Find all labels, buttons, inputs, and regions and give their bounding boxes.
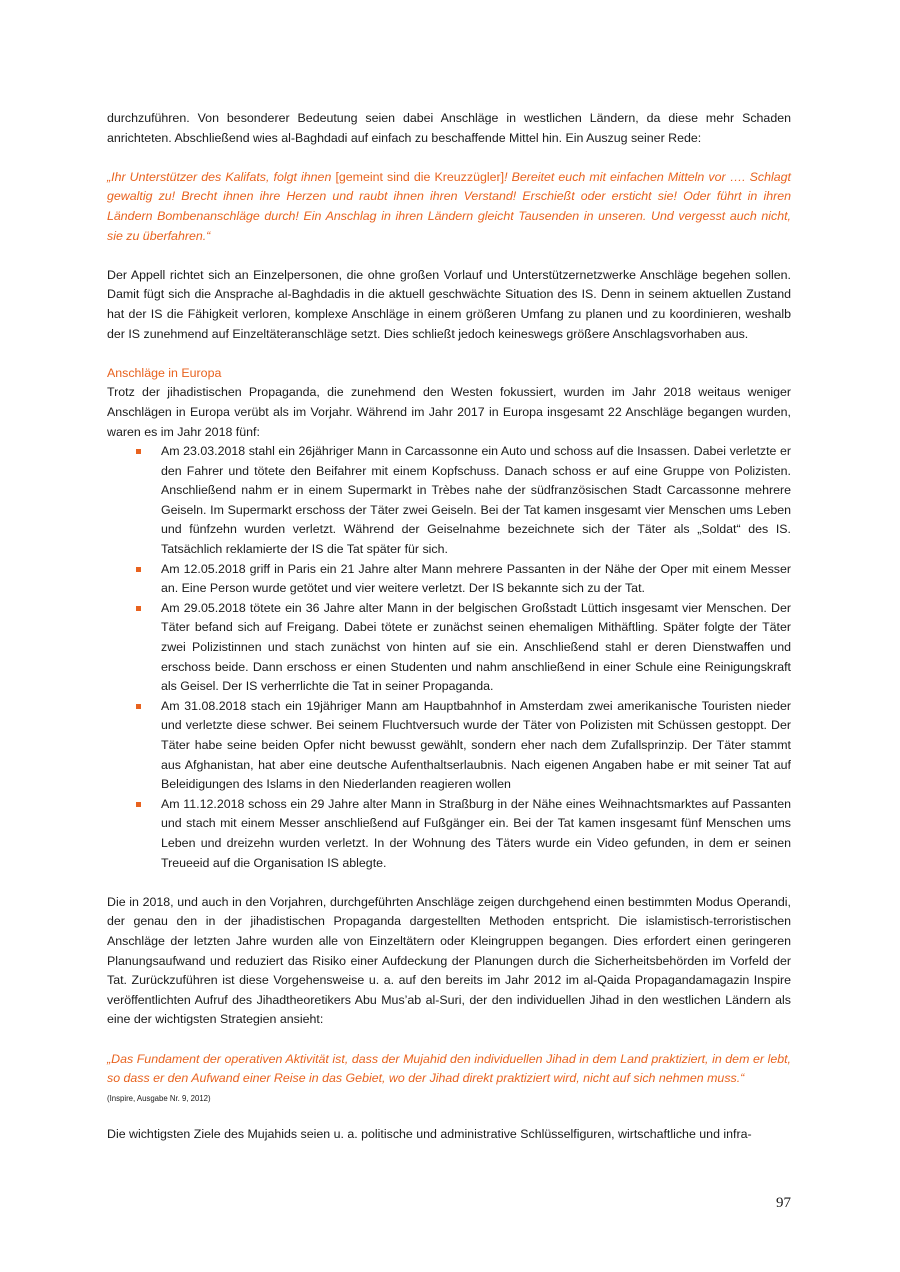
quote-inspire: „Das Fundament der operativen Aktivität ist, dass der Mujahid den individuellen Jihad in dem Land praktiziert, in dem er lebt, so dass er den Aufwand einer Reise in das Gebiet, wo der Jihad direkt praktiziert wird, nicht auf sich nehmen muss.“ [107, 1051, 791, 1086]
list-item-text: Am 31.08.2018 stach ein 19jähriger Mann am Hauptbahnhof in Amsterdam zwei amerikanische Touristen nieder und verletzte diese schwer. Bei seinem Fluchtversuch wurde der Täter von Polizisten mit Schüssen gestoppt. Der Täter habe seine beiden Opfer nicht bewusst gewählt, sondern eher nach dem Zufallsprinzip. Der Täter stammt aus Afghanistan, hat aber eine deutsche Aufenthaltserlaubnis. Nach eigenen Angaben habe er mit seiner Tat auf Beleidigungen des Islams in den Niederlanden reagieren wollen [161, 698, 791, 792]
paragraph-intro: durchzuführen. Von besonderer Bedeutung seien dabei Anschläge in westlichen Ländern, da diese mehr Schaden anrichteten. Abschließend wies al-Baghdadi auf einfach zu beschaffende Mittel hin. Ein Auszug seiner Rede: [107, 111, 791, 145]
page-body [107, 109, 791, 1145]
paragraph-appeal: Der Appell richtet sich an Einzelpersonen, die ohne großen Vorlauf und Unterstützernetzwerke Anschläge begehen sollen. Damit fügt sich die Ansprache al-Baghdadis in die aktuell geschwächte Situation des IS. Denn in seinem aktuellen Zustand hat der IS die Fähigkeit verloren, komplexe Anschläge in einem größeren Umfang zu planen und zu koordinieren, weshalb der IS zunehmend auf Einzeltäteranschläge setzt. Dies schließt jedoch keineswegs größere Anschlagsvorhaben aus. [107, 267, 791, 341]
list-item [107, 697, 791, 795]
quote-baghdadi [107, 168, 791, 246]
section-heading: Anschläge in Europa [107, 365, 222, 380]
list-item [107, 560, 791, 599]
paragraph-modus-operandi: Die in 2018, und auch in den Vorjahren, durchgeführten Anschläge zeigen durchgehend einen bestimmten Modus Operandi, der genau den in der jihadistischen Propaganda dargestellten Methoden entspricht. Die islamistisch-terroristischen Anschläge der letzten Jahre wurden alle von Einzeltätern oder Kleingruppen begangen. Dies erfordert einen geringeren Planungsaufwand und reduziert das Risiko einer Aufdeckung der Planungen durch die Sicherheitsbehörden im Vorfeld der Tat. Zurückzuführen ist diese Vorgehensweise u. a. auf den bereits im Jahr 2012 im al-Qaida Propagandamagazin Inspire veröffentlichten Aufruf des Jihadtheoretikers Abu Mus’ab al-Suri, der den individuellen Jihad in den westlichen Ländern als eine der wichtigsten Strategien ansieht: [107, 894, 791, 1027]
list-item [107, 795, 791, 873]
bullet-icon [136, 802, 141, 807]
list-item-text: Am 11.12.2018 schoss ein 29 Jahre alter Mann in Straßburg in der Nähe eines Weihnachtsmarktes auf Passanten und stach mit einem Messer anschließend auf Fußgänger ein. Bei der Tat kamen insgesamt fünf Menschen ums Leben und dreizehn wurden verletzt. In der Wohnung des Täters wurde ein Video gefunden, in dem er seinen Treueeid auf die Organisation IS ablegte. [161, 796, 791, 870]
paragraph-targets: Die wichtigsten Ziele des Mujahids seien u. a. politische und administrative Schlüsselfiguren, wirtschaftliche und infra- [107, 1127, 752, 1142]
bullet-icon [136, 704, 141, 709]
attack-list [107, 442, 791, 873]
quote-part-2: ! Bereitet euch mit einfachen Mitteln vor …. Schlagt gewaltig zu! Brecht ihnen ihre Herzen und raubt ihnen ihren Verstand! Erschießt oder ersticht sie! Oder führt in ihren Ländern Bombenanschläge durch! Ein Anschlag in ihren Ländern gleicht Tausenden in unseren. Und vergesst auch nicht, sie zu überfahren.“ [107, 169, 791, 243]
bullet-icon [136, 606, 141, 611]
list-item-text: Am 29.05.2018 tötete ein 36 Jahre alter Mann in der belgischen Großstadt Lüttich insgesamt vier Menschen. Der Täter befand sich auf Freigang. Dabei tötete er zunächst seinen ehemaligen Mithäftling. Später folgte der Täter zwei Polizistinnen und stach zunächst von hinten auf sie ein. Anschließend stahl er deren Dienstwaffen und erschoss beide. Dann erschoss er einen Studenten und nahm anschließend in einer Schule eine Reinigungskraft als Geisel. Der IS verherrlichte die Tat in seiner Propaganda. [161, 600, 791, 694]
list-item-text: Am 12.05.2018 griff in Paris ein 21 Jahre alter Mann mehrere Passanten in der Nähe der Oper mit einem Messer an. Eine Person wurde getötet und vier weitere verletzt. Der IS bekannte sich zu der Tat. [161, 561, 791, 596]
list-item [107, 442, 791, 560]
quote-insertion: [gemeint sind die Kreuzzügler] [335, 169, 505, 184]
list-item [107, 599, 791, 697]
list-item-text: Am 23.03.2018 stahl ein 26jähriger Mann in Carcassonne ein Auto und schoss auf die Insassen. Dabei verletzte er den Fahrer und tötete den Beifahrer mit einem Kopfschuss. Danach schoss er auf eine Gruppe von Polizisten. Anschließend nahm er in einem Supermarkt in Trèbes nahe der südfranzösischen Stadt Carcassonne mehrere Geiseln. Im Supermarkt erschoss der Täter zwei Geiseln. Bei der Tat kamen insgesamt vier Menschen ums Leben und fünfzehn wurden verletzt. Während der Geiselnahme bezeichnete sich der Täter als „Soldat“ des IS. Tatsächlich reklamierte der IS die Tat später für sich. [161, 444, 791, 557]
bullet-icon [136, 449, 141, 454]
quote-source: (Inspire, Ausgabe Nr. 9, 2012) [107, 1093, 211, 1103]
bullet-icon [136, 567, 141, 572]
quote-part-1: „Ihr Unterstützer des Kalifats, folgt ihnen [107, 169, 336, 184]
page-number: 97 [776, 1195, 791, 1211]
paragraph-europe: Trotz der jihadistischen Propaganda, die zunehmend den Westen fokussiert, wurden im Jahr 2018 weitaus weniger Anschlägen in Europa verübt als im Vorjahr. Während im Jahr 2017 in Europa insgesamt 22 Anschläge begangen wurden, waren es im Jahr 2018 fünf: [107, 385, 791, 439]
